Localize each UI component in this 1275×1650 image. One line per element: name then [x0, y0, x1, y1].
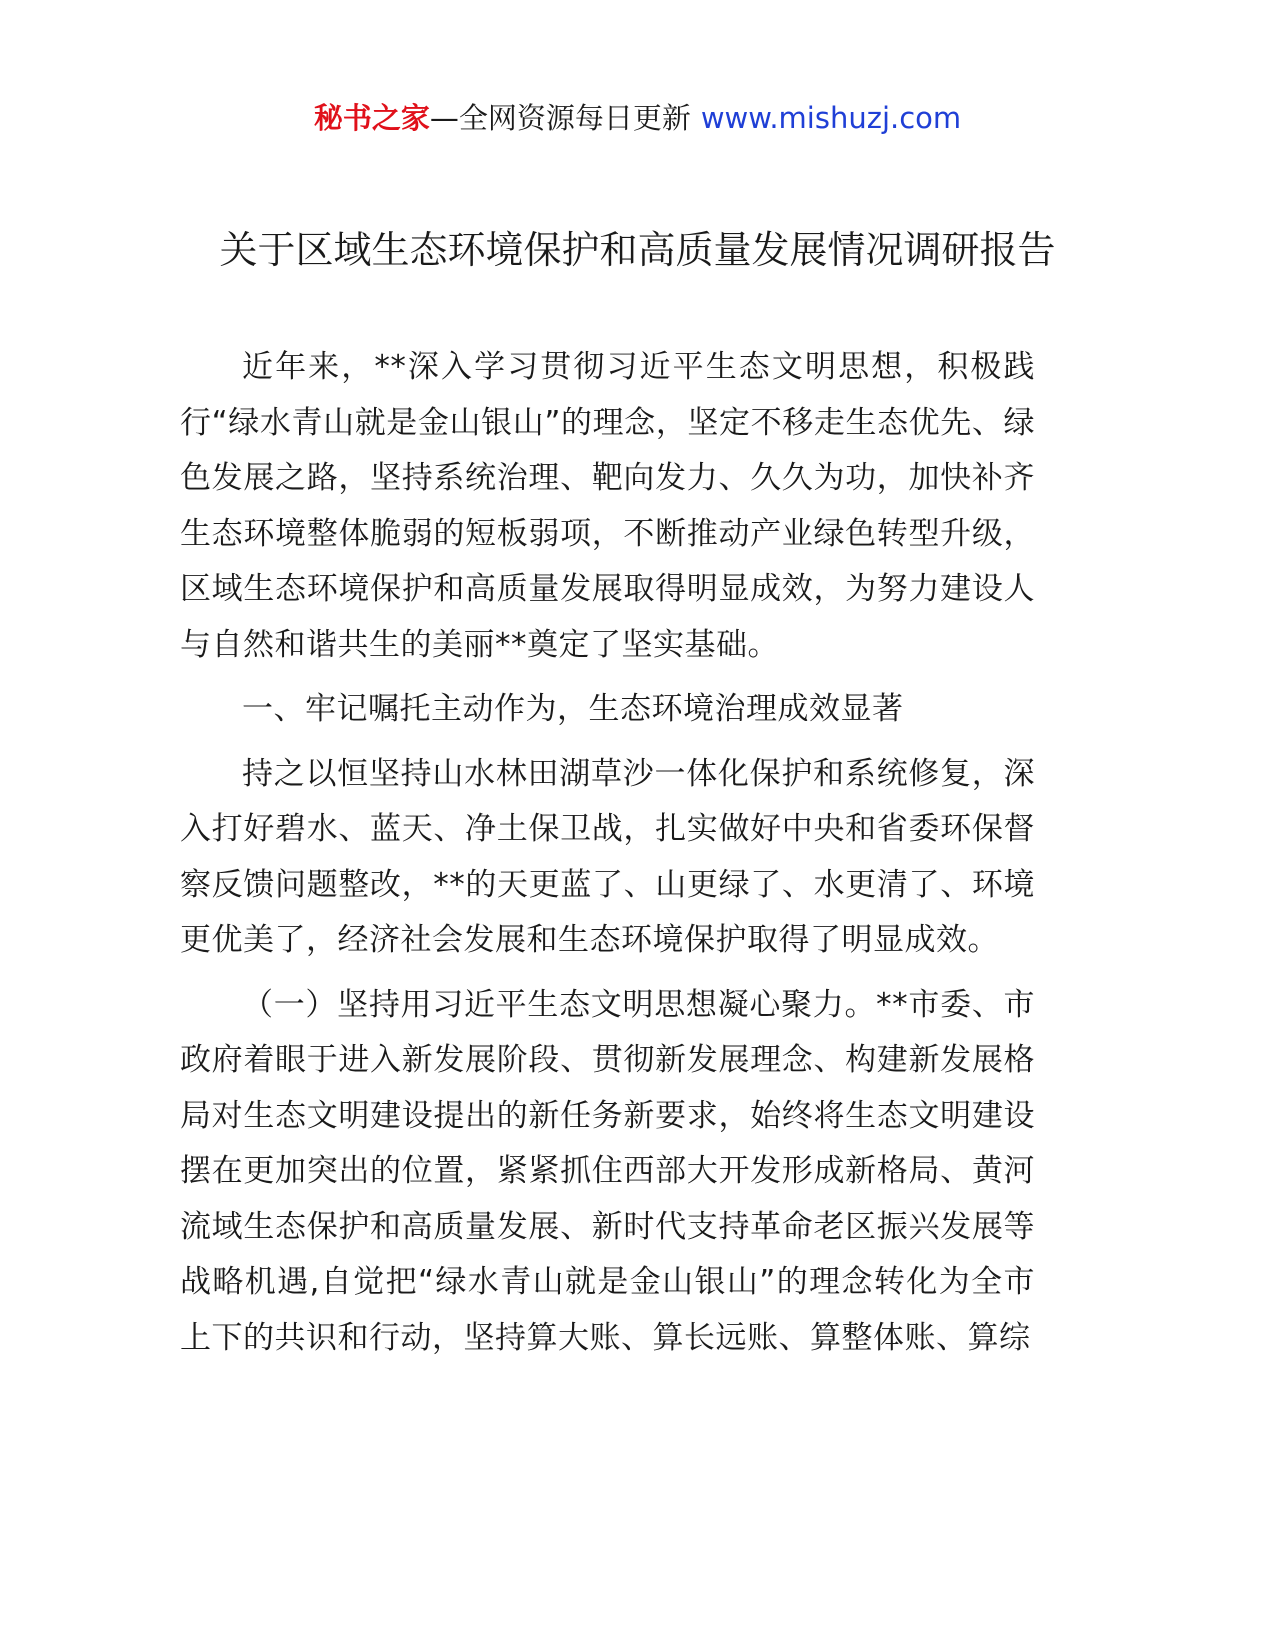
- brand-name: 秘书之家: [313, 101, 430, 135]
- paragraph-section-1: 持之以恒坚持山水林田湖草沙一体化保护和系统修复，深入打好碧水、蓝天、净土保卫战，扎实做好中央和省委环保督察反馈问题整改，**的天更蓝了、山更绿了、水更清了、环境更优美了，经济社会发展和生态环境保护取得了明显成效。: [180, 755, 1035, 958]
- document-title: 关于区域生态环境保护和高质量发展情况调研报告: [219, 228, 1056, 272]
- paragraph-subsection-1: （一）坚持用习近平生态文明思想凝心聚力。**市委、市政府着眼于进入新发展阶段、贯彻新发展理念、构建新发展格局对生态文明建设提出的新任务新要求，始终将生态文明建设摆在更加突出的位置，紧紧抓住西部大开发形成新格局、黄河流域生态保护和高质量发展、新时代支持革命老区振兴发展等战略机遇,自觉把“绿水青山就是金山银山”的理念转化为全市上下的共识和行动，坚持算大账、算长远账、算整体账、算综: [180, 986, 1035, 1356]
- site-url-link[interactable]: www.mishuzj.com: [700, 101, 962, 135]
- document-body: [180, 340, 1035, 1375]
- site-header: [0, 98, 1275, 138]
- section-heading-1: 一、牢记嘱托主动作为，生态环境治理成效显著: [242, 691, 904, 727]
- paragraph-intro: 近年来，**深入学习贯彻习近平生态文明思想，积极践行“绿水青山就是金山银山”的理念，坚定不移走生态优先、绿色发展之路，坚持系统治理、靶向发力、久久为功，加快补齐生态环境整体脆弱的短板弱项，不断推动产业绿色转型升级，区域生态环境保护和高质量发展取得明显成效，为努力建设人与自然和谐共生的美丽**奠定了坚实基础。: [180, 349, 1035, 663]
- header-tagline: —全网资源每日更新: [429, 101, 691, 135]
